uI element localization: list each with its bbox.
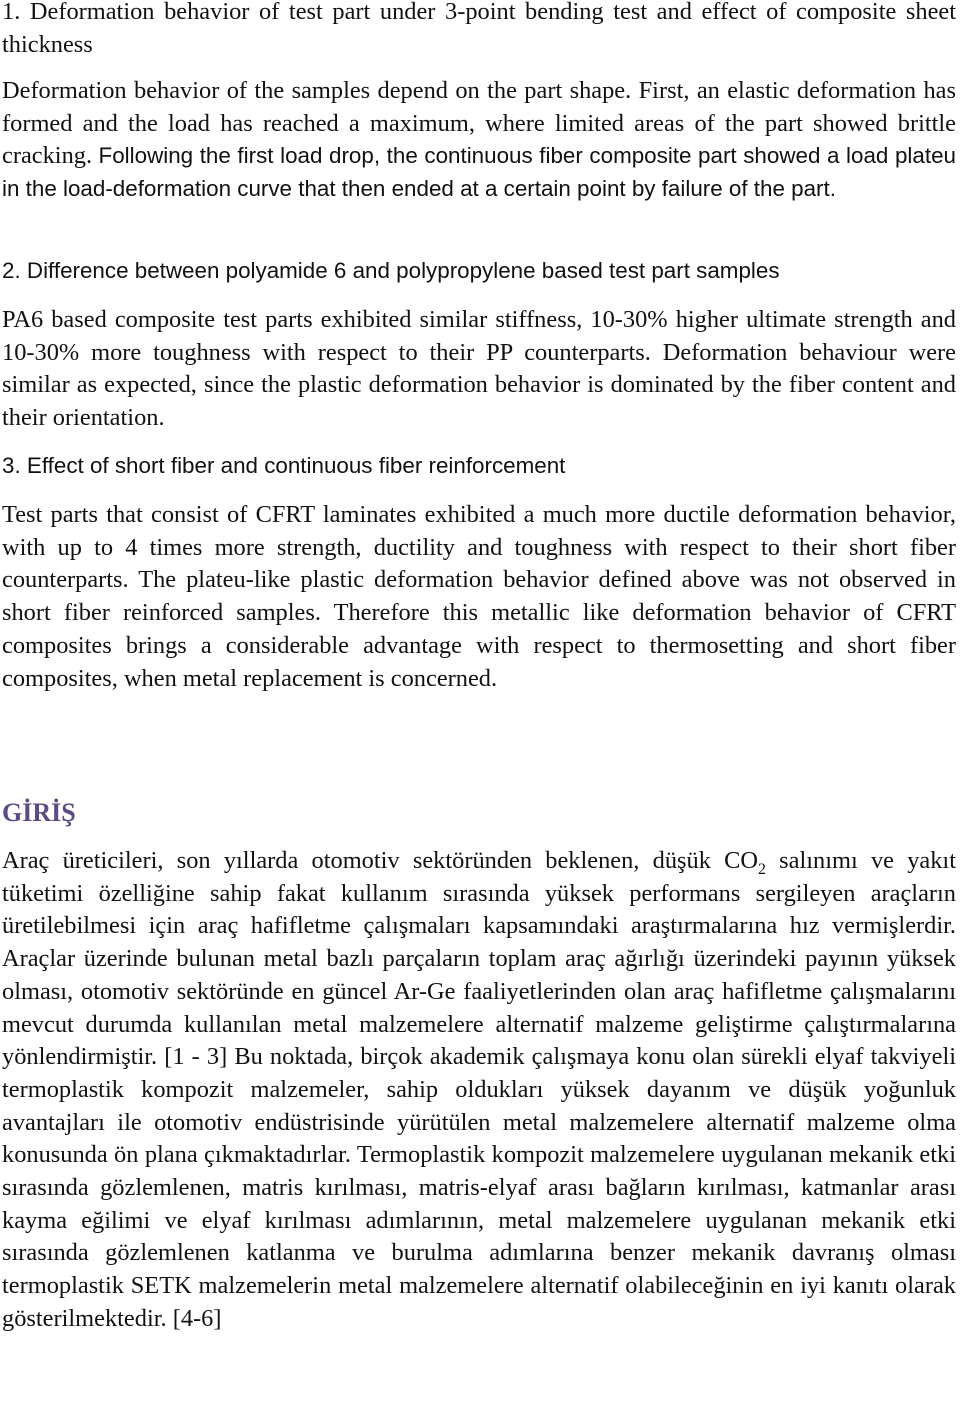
- section2-heading: 2. Difference between polyamide 6 and polypropylene based test part samples: [2, 258, 780, 283]
- co2-subscript: 2: [758, 860, 766, 878]
- section1-paragraph-part2: Following the first load drop, the continuous fiber composite part showed a load plateu in the load-deformation curve that then ended at a certain point by failure of the part.: [2, 143, 956, 202]
- co2-main: CO: [724, 847, 759, 874]
- section1-paragraph: [2, 75, 956, 206]
- giris-heading: GİRİŞ: [2, 798, 76, 827]
- section2-paragraph: PA6 based composite test parts exhibited similar stiffness, 10-30% higher ultimate strength and 10-30% more toughness with respect to their PP counterparts. Deformation behaviour were similar as expected, since the plastic deformation behavior is dominated by the fiber content and their orientation.: [2, 306, 956, 432]
- section3-paragraph: Test parts that consist of CFRT laminates exhibited a much more ductile deformation behavior, with up to 4 times more strength, ductility and toughness with respect to their short fiber counterparts. The plateu-like plastic deformation behavior defined above was not observed in short fiber reinforced samples. Therefore this metallic like deformation behavior of CFRT composites brings a considerable advantage with respect to thermosetting and short fiber composites, when metal replacement is concerned.: [2, 501, 956, 692]
- co2-formula: [724, 847, 766, 878]
- giris-paragraph-start: Araç üreticileri, son yıllarda otomotiv sektöründen beklenen, düşük: [2, 847, 725, 874]
- section1-heading: 1. Deformation behavior of test part under 3-point bending test and effect of composite sheet thickness: [2, 0, 956, 58]
- section3-heading: 3. Effect of short fiber and continuous fiber reinforcement: [2, 453, 566, 478]
- giris-paragraph-rest: salınımı ve yakıt tüketimi özelliğine sahip fakat kullanım sırasında yüksek performans sergileyen araçların üretilebilmesi için araç hafifletme çalışmaları kapsamındaki araştırmalarına hız vermişlerdir. Araçlar üzerinde bulunan metal bazlı parçaların toplam araç ağırlığı üzerindeki payının yüksek olması, otomotiv sektöründe en güncel Ar-Ge faaliyetlerinden olan araç hafifletme çalışmalarını mevcut durumda kullanılan metal malzemelere alternatif malzeme geliştirme çalıştırmalarına yönlendirmiştir. [1 - 3] Bu noktada, birçok akademik çalışmaya konu olan sürekli elyaf takviyeli termoplastik kompozit malzemeler, sahip oldukları yüksek dayanım ve düşük yoğunluk avantajları ile otomotiv endüstrisinde yürütülen metal malzemelere alternatif malzeme olma konusunda ön plana çıkmaktadırlar. Termoplastik kompozit malzemelere uygulanan mekanik etki sırasında gözlemlenen, matris kırılması, matris-elyaf arası bağların kırılması, katmanlar arası kayma eğilimi ve elyaf kırılması adımlarının, metal malzemelere uygulanan mekanik etki sırasında gözlemlenen katlanma ve burulma adımlarına benzer mekanik davranış olması termoplastik SETK malzemelerin metal malzemelere alternatif olabileceğinin en iyi kanıtı olarak gösterilmektedir. [4-6]: [2, 847, 956, 1332]
- giris-paragraph: [2, 845, 956, 1336]
- section1-paragraph-part1: Deformation behavior of the samples depend on the part shape. First, an elastic deformation has formed and the load has reached a maximum, where limited areas of the part showed brittle cracking.: [2, 77, 956, 170]
